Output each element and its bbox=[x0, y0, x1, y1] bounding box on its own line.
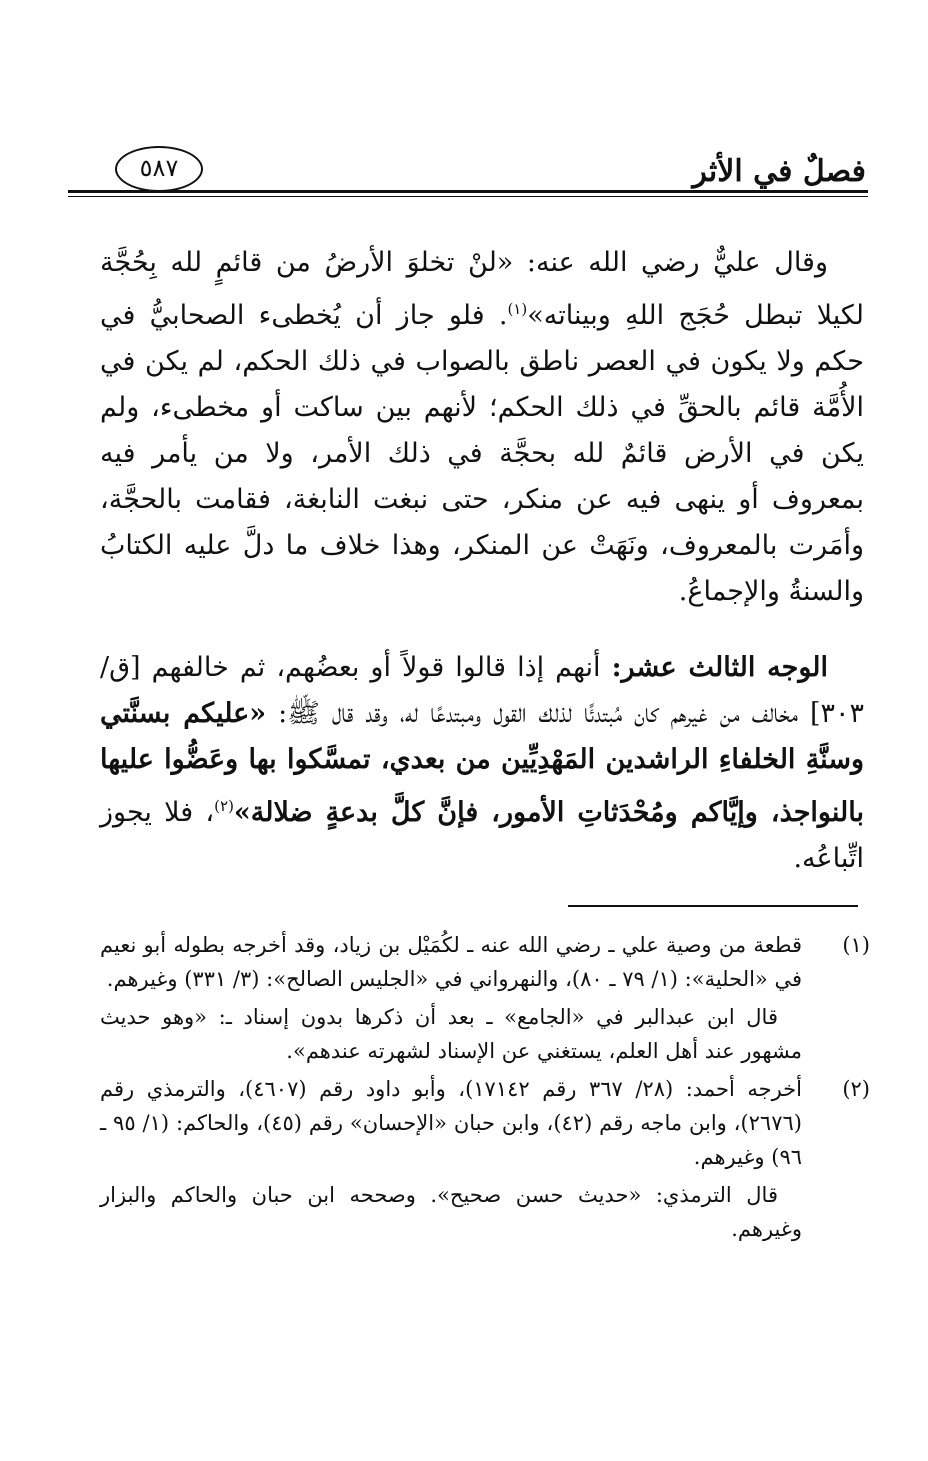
footnote-ref-2[interactable]: (٢) bbox=[214, 797, 234, 815]
footnote-note-text: قال الترمذي: «حديث حسن صحيح». وصححه ابن حبان والحاكم والبزار وغيرهم. bbox=[100, 1183, 802, 1241]
footnote-number: (٢) bbox=[842, 1077, 870, 1101]
paragraph-2-text-a: أنهم إذا قالوا قولاً أو بعضُهم، ثم خالفهم [ق/٣٠٣] مخالف من غيرهم كان مُبتدئًا لذلك القول ومبتدعًا له، وقد قال ﷺ: bbox=[100, 652, 864, 729]
paragraph-1-text-b: . فلو جاز أن يُخطىء الصحابيُّ في حكم ولا يكون في العصر ناطق بالصواب في ذلك الحكم، لم يكن في الأُمَّة قائم بالحقِّ في ذلك الحكم؛ لأنهم بين ساكت أو مخطىء، ولم يكن في الأرض قائمٌ لله بحجَّة في ذلك الأمر، ولا من يأمر فيه بمعروف أو ينهى فيه عن منكر، حتى نبغت النابغة، فقامت بالحجَّة، وأمَرت بالمعروف، ونَهَتْ عن المنكر، وهذا خلاف ما دلَّ عليه الكتابُ والسنةُ والإجماعُ. bbox=[100, 300, 864, 607]
footnote-note bbox=[100, 1178, 802, 1246]
footnote-text: قطعة من وصية علي ـ رضي الله عنه ـ لكُمَيْل بن زياد، وقد أخرجه بطوله أبو نعيم في «الحلية»: (١/ ٧٩ ـ ٨٠)، والنهرواني في «الجليس الصالح»: (٣/ ٣٣١) وغيرهم. bbox=[100, 933, 802, 991]
paragraph-1-text-a: وقال عليٌّ رضي الله عنه: «لنْ تخلوَ الأرضُ من قائمٍ لله بِحُجَّة لكيلا تبطل حُجَج اللهِ وبيناته» bbox=[100, 247, 864, 331]
footnote-2 bbox=[100, 1072, 870, 1246]
page-number-badge bbox=[115, 146, 203, 192]
footnote-ref-1[interactable]: (١) bbox=[507, 300, 528, 318]
footnote-text: أخرجه أحمد: (٢٨/ ٣٦٧ رقم ١٧١٤٢)، وأبو داود رقم (٤٦٠٧)، والترمذي رقم (٢٦٧٦)، وابن ماجه رقم (٤٢)، وابن حبان «الإحسان» رقم (٤٥)، والحاكم: (١/ ٩٥ ـ ٩٦) وغيرهم. bbox=[100, 1077, 802, 1169]
footnote-note-text: قال ابن عبدالبر في «الجامع» ـ بعد أن ذكرها بدون إسناد ـ: «وهو حديث مشهور عند أهل العلم، يستغني عن الإسناد لشهرته عندهم». bbox=[100, 1005, 802, 1063]
paragraph-1 bbox=[100, 240, 864, 615]
footnote-note bbox=[100, 1000, 802, 1068]
footnote-1 bbox=[100, 928, 870, 1068]
header-rule bbox=[68, 190, 868, 193]
footnote-number: (١) bbox=[842, 933, 870, 957]
footnote-separator bbox=[568, 905, 858, 907]
hadith-quote: «عليكم بسنَّتي وسنَّةِ الخلفاءِ الراشدين المَهْدِيِّين من بعدي، تمسَّكوا بها وعَضُّوا عليها بالنواجذ، وإيَّاكم ومُحْدَثاتِ الأمور، فإنَّ كلَّ بدعةٍ ضلالة» bbox=[100, 698, 864, 828]
main-text bbox=[100, 240, 864, 882]
chapter-title: فصلٌ في الأثر bbox=[692, 154, 866, 189]
paragraph-2 bbox=[100, 645, 864, 882]
paragraph-2-text-b: ، فلا يجوز اتِّباعُه. bbox=[100, 797, 864, 874]
header-rule-thin bbox=[68, 196, 868, 197]
section-heading: الوجه الثالث عشر: bbox=[611, 652, 829, 683]
footnotes bbox=[100, 928, 870, 1246]
page-number: ٥٨٧ bbox=[139, 154, 179, 182]
